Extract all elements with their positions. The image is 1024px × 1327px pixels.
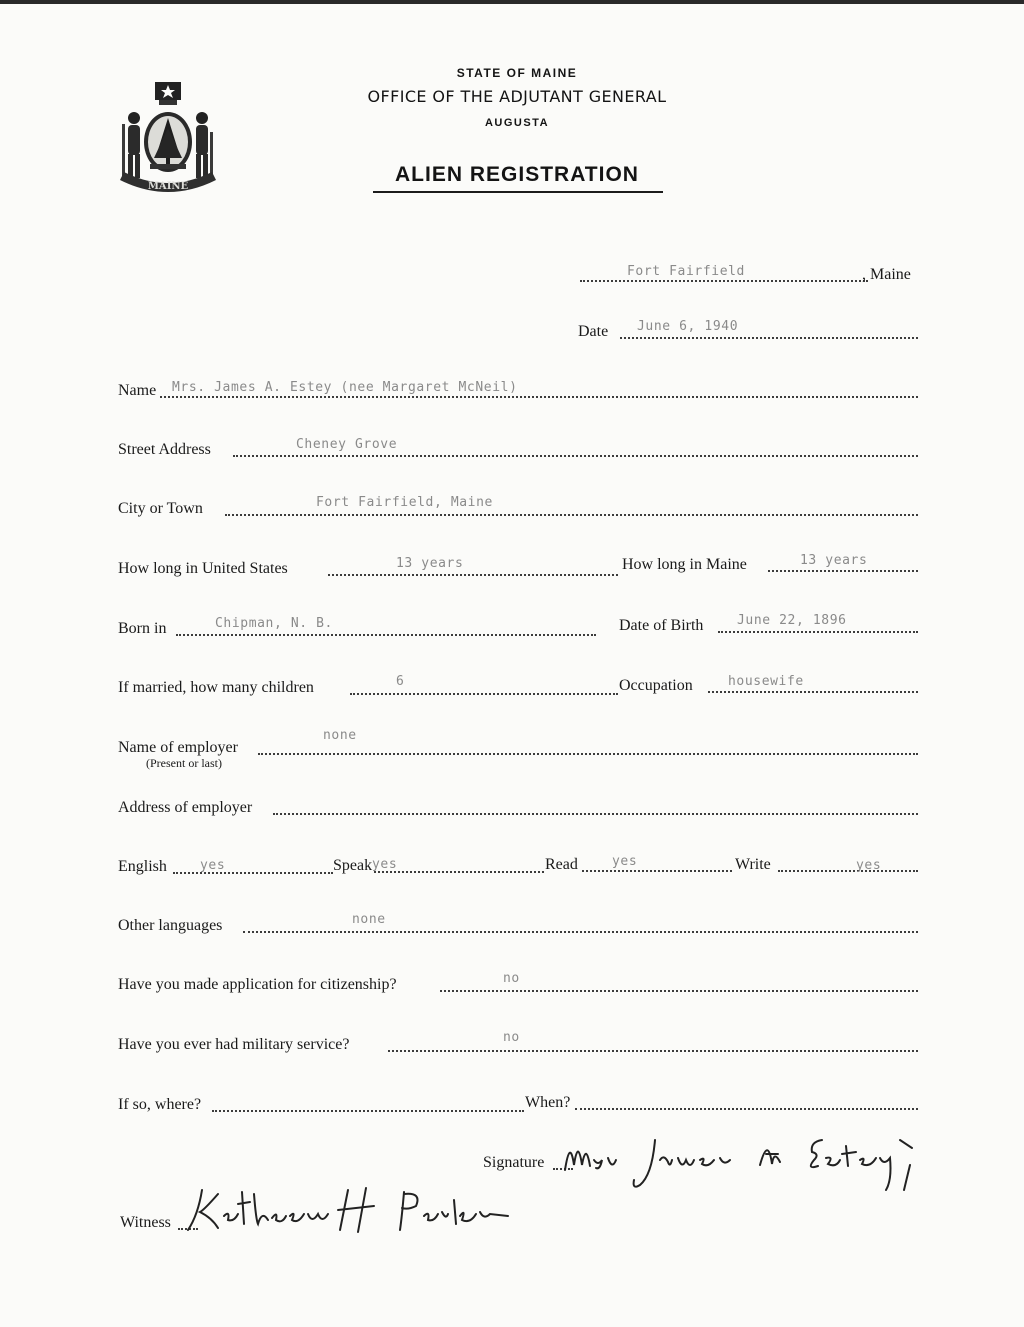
born-value: Chipman, N. B. [215,616,333,631]
children-value: 6 [396,674,405,689]
citizenship-value: no [503,971,520,986]
street-value: Cheney Grove [296,437,398,452]
city-label: City or Town [118,500,203,517]
place-value: Fort Fairfield [627,264,745,279]
speak-line [374,871,544,873]
date-label: Date [578,323,609,340]
dob-label: Date of Birth [619,617,704,634]
date-value: June 6, 1940 [637,319,739,334]
military-label: Have you ever had military service? [118,1036,350,1053]
speak-label: Speak [333,857,373,874]
occupation-line [708,691,918,693]
witness-signature [178,1180,518,1240]
citizenship-line [440,990,918,992]
read-line [582,870,732,872]
when-line [575,1108,918,1110]
born-label: Born in [118,620,167,637]
military-line [388,1050,918,1052]
us-residence-value: 13 years [396,556,464,571]
when-label: When? [525,1094,571,1111]
read-value: yes [612,854,638,869]
write-label: Write [735,856,771,873]
employer-sublabel: (Present or last) [146,756,222,770]
citizenship-label: Have you made application for citizenship? [118,976,397,993]
dob-line [718,631,918,633]
english-value: yes [200,858,226,873]
city-line [225,514,918,516]
other-languages-value: none [352,912,386,927]
street-line [233,455,918,457]
where-line [212,1110,524,1112]
employer-line [258,753,918,755]
born-line [176,634,596,636]
us-residence-label: How long in United States [118,560,288,577]
employer-value: none [323,728,357,743]
read-label: Read [545,856,578,873]
military-value: no [503,1030,520,1045]
dob-value: June 22, 1896 [737,613,847,628]
where-label: If so, where? [118,1096,202,1113]
seal-banner-text: MAINE [147,181,189,192]
form-title: ALIEN REGISTRATION [395,163,639,186]
date-line [620,337,918,339]
place-line [580,280,868,282]
name-label: Name [118,382,157,399]
english-line [173,872,333,874]
witness-label: Witness [120,1214,171,1231]
english-label: English [118,858,167,875]
children-line [350,693,618,695]
maine-residence-value: 13 years [800,553,868,568]
children-label: If married, how many children [118,679,314,696]
signature-label: Signature [483,1154,545,1171]
employer-address-label: Address of employer [118,799,253,816]
occupation-label: Occupation [619,677,693,694]
street-label: Street Address [118,441,211,458]
city-value: Fort Fairfield, Maine [316,495,493,510]
other-languages-line [243,931,918,933]
name-value: Mrs. James A. Estey (nee Margaret McNeil) [172,380,518,395]
name-line [160,396,918,398]
applicant-signature [560,1130,940,1195]
office-heading: OFFICE OF THE ADJUTANT GENERAL [367,87,667,106]
state-heading: STATE OF MAINE [456,66,578,80]
scan-top-edge [0,0,1024,4]
other-languages-label: Other languages [118,917,223,934]
maine-residence-line [768,570,918,572]
maine-residence-label: How long in Maine [622,556,747,573]
us-residence-line [328,574,618,576]
employer-address-line [273,813,918,815]
place-suffix: , Maine [862,266,911,283]
speak-value: yes [372,857,398,872]
write-value: yes [856,858,882,873]
occupation-value: housewife [728,674,804,689]
employer-label: Name of employer [118,739,238,756]
city-heading: AUGUSTA [484,117,550,129]
title-underline [373,191,663,193]
write-line [778,870,918,872]
